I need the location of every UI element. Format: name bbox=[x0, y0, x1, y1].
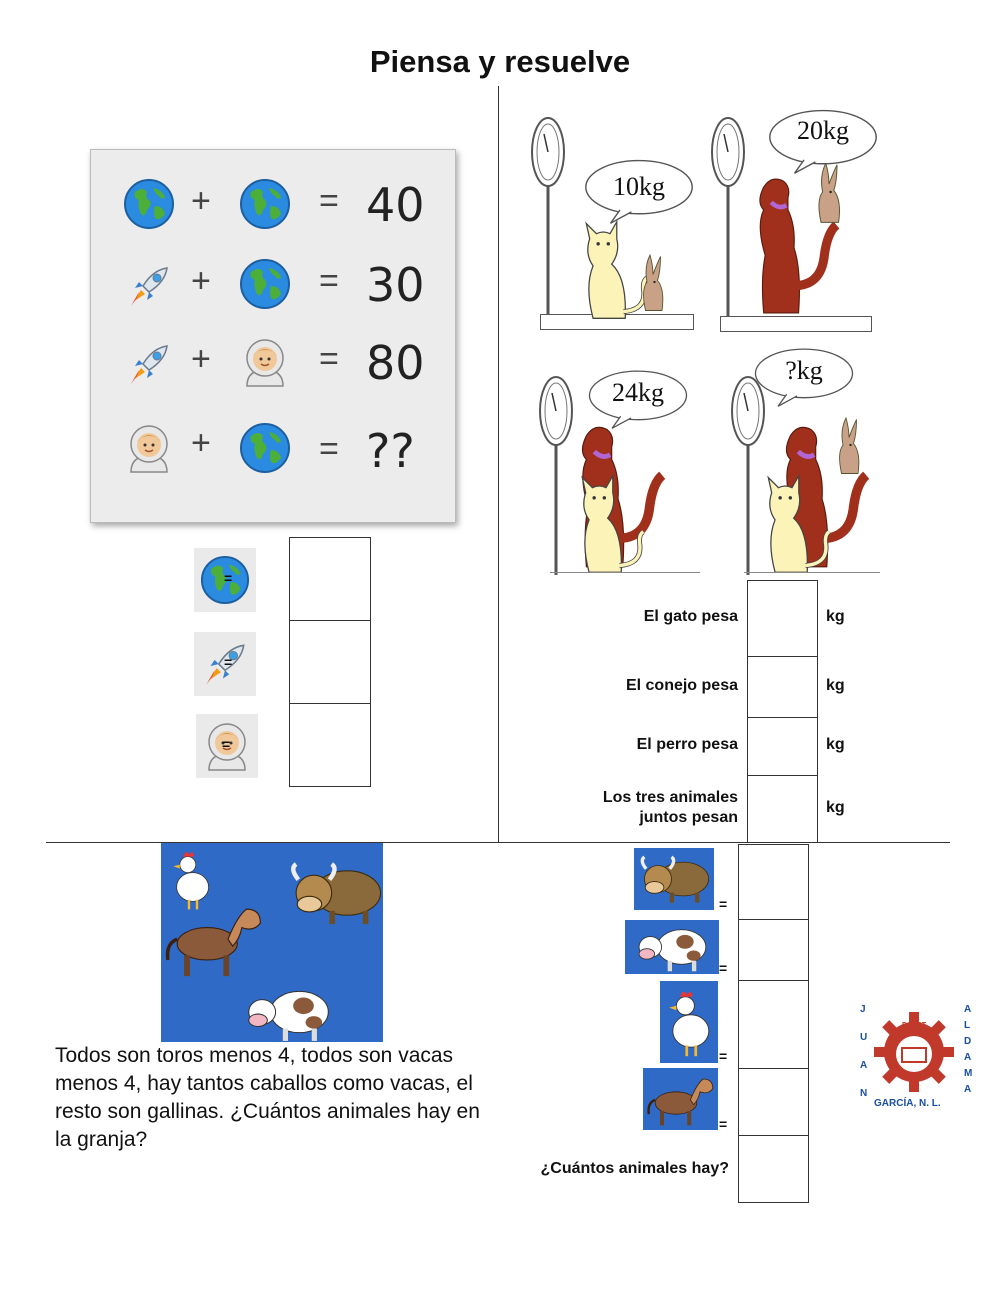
cat-icon bbox=[556, 464, 656, 574]
logo-letter: J bbox=[860, 1004, 866, 1015]
logo-letter: A bbox=[964, 1004, 972, 1015]
rabbit-icon bbox=[638, 250, 668, 314]
astronaut-answer-input[interactable] bbox=[289, 703, 371, 787]
hen-count-input[interactable] bbox=[738, 980, 809, 1069]
equation-row bbox=[91, 336, 455, 396]
globe-icon bbox=[239, 258, 291, 310]
plus-sign: + bbox=[191, 340, 211, 378]
cat-weight-input[interactable] bbox=[747, 580, 818, 657]
page-title: Piensa y resuelve bbox=[369, 44, 631, 79]
rabbit-weight-input[interactable] bbox=[747, 656, 818, 718]
unit-label: kg bbox=[826, 799, 845, 816]
astronaut-icon bbox=[239, 336, 291, 388]
equation-row bbox=[91, 258, 455, 318]
cat-weight-label: El gato pesa bbox=[643, 608, 738, 625]
weight-label: 20kg bbox=[797, 116, 849, 145]
logo-location: GARCÍA, N. L. bbox=[874, 1098, 941, 1109]
globe-answer-label bbox=[194, 548, 256, 612]
equals-sign: = bbox=[319, 430, 339, 468]
dog-weight-label: El perro pesa bbox=[636, 736, 738, 753]
logo-letter: A bbox=[964, 1052, 972, 1063]
scale-platform bbox=[744, 572, 880, 573]
dog-weight-input[interactable] bbox=[747, 717, 818, 776]
bull-answer-label bbox=[634, 848, 714, 910]
equals-sign: = bbox=[319, 262, 339, 300]
vertical-divider bbox=[498, 86, 499, 842]
logo-letter: U bbox=[860, 1032, 868, 1043]
scale-platform bbox=[720, 316, 872, 332]
equation-row bbox=[91, 178, 455, 238]
farm-problem-text: Todos son toros menos 4, todos son vacas menos 4, hay tantos caballos como vacas, el resto son gallinas. ¿Cuántos animales hay en la granja? bbox=[55, 1044, 480, 1151]
logo-letter: L bbox=[964, 1020, 971, 1031]
cow-count-input[interactable] bbox=[738, 919, 809, 981]
equals-sign: = bbox=[224, 570, 233, 586]
weight-label: 24kg bbox=[612, 378, 664, 407]
total-weight-label: Los tres animales juntos pesan bbox=[602, 789, 738, 826]
logo-inner-text: DGEST bbox=[902, 1022, 927, 1029]
horse-icon bbox=[161, 897, 265, 979]
total-animals-input[interactable] bbox=[738, 1135, 809, 1203]
equals-sign: = bbox=[719, 1116, 728, 1132]
cow-answer-label bbox=[625, 920, 719, 974]
logo-letter: A bbox=[964, 1084, 972, 1095]
equals-sign: = bbox=[719, 960, 728, 976]
horse-icon bbox=[644, 1070, 716, 1128]
equals-sign: = bbox=[719, 896, 728, 912]
weight-label: ?kg bbox=[785, 356, 823, 385]
equals-sign: = bbox=[224, 654, 233, 670]
logo-letter: N bbox=[860, 1088, 868, 1099]
astronaut-icon bbox=[123, 422, 175, 474]
equation-result: ?? bbox=[366, 424, 415, 478]
logo-letter: D bbox=[964, 1036, 972, 1047]
total-animals-label: ¿Cuántos animales hay? bbox=[540, 1160, 729, 1177]
equation-result: 30 bbox=[366, 258, 425, 312]
equation-row bbox=[91, 420, 455, 480]
rabbit-icon bbox=[834, 414, 864, 476]
globe-icon bbox=[239, 422, 291, 474]
unit-label: kg bbox=[826, 608, 845, 625]
bull-icon bbox=[285, 859, 385, 927]
bull-icon bbox=[636, 852, 712, 906]
plus-sign: + bbox=[191, 424, 211, 462]
cow-icon bbox=[628, 921, 716, 973]
horse-count-input[interactable] bbox=[738, 1068, 809, 1136]
scale-platform bbox=[550, 572, 700, 573]
farm-animals-picture bbox=[161, 843, 383, 1042]
rocket-icon bbox=[123, 338, 175, 390]
equals-sign: = bbox=[719, 1048, 728, 1064]
equation-result: 40 bbox=[366, 178, 425, 232]
globe-icon bbox=[123, 178, 175, 230]
astronaut-answer-label bbox=[196, 714, 258, 778]
equals-sign: = bbox=[319, 340, 339, 378]
unit-label: kg bbox=[826, 736, 845, 753]
hen-answer-label bbox=[660, 981, 718, 1063]
emoji-equation-card bbox=[90, 149, 456, 523]
globe-answer-input[interactable] bbox=[289, 537, 371, 621]
equals-sign: = bbox=[319, 182, 339, 220]
equals-sign: = bbox=[222, 736, 231, 752]
scale-icon bbox=[708, 116, 748, 316]
bull-count-input[interactable] bbox=[738, 844, 809, 920]
rocket-answer-input[interactable] bbox=[289, 620, 371, 704]
cow-icon bbox=[241, 981, 335, 1043]
animal-weight-illustration bbox=[520, 100, 920, 580]
horse-answer-label bbox=[643, 1068, 718, 1130]
total-weight-input[interactable] bbox=[747, 775, 818, 843]
rocket-answer-label bbox=[194, 632, 256, 696]
plus-sign: + bbox=[191, 262, 211, 300]
plus-sign: + bbox=[191, 182, 211, 220]
weight-label: 10kg bbox=[613, 172, 665, 201]
globe-icon bbox=[239, 178, 291, 230]
logo-letter: A bbox=[860, 1060, 868, 1071]
rocket-icon bbox=[123, 260, 175, 312]
rabbit-weight-label: El conejo pesa bbox=[625, 677, 738, 694]
unit-label: kg bbox=[826, 677, 845, 694]
hen-icon bbox=[662, 985, 716, 1059]
logo-letter: M bbox=[964, 1068, 973, 1079]
school-logo bbox=[852, 1000, 982, 1115]
cat-icon bbox=[742, 464, 842, 574]
equation-result: 80 bbox=[366, 336, 425, 390]
